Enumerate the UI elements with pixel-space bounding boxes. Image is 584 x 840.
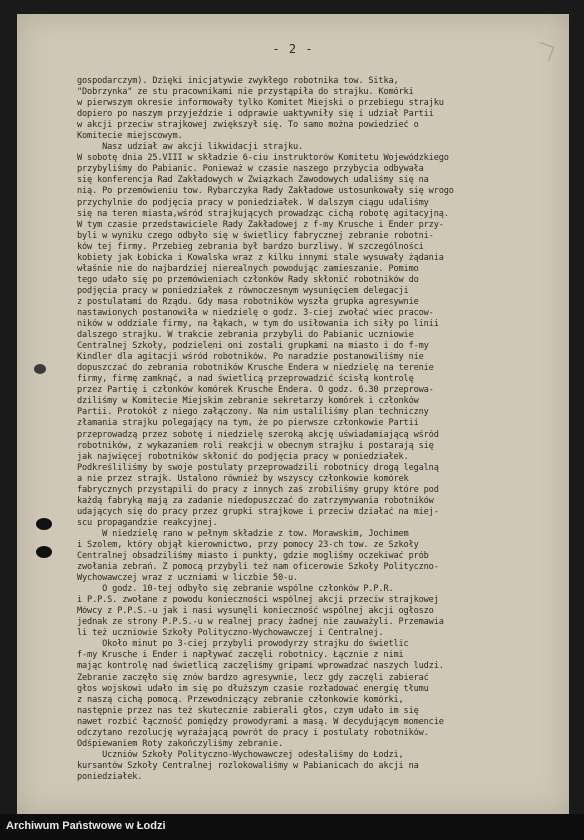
text-line: Uczniów Szkoły Polityczno-Wychowawczej odesłaliśmy do Łodzi, [77, 749, 404, 760]
page-number: - 2 - [272, 42, 314, 56]
text-line: fabrycznych przystąpili do pracy z innych zaś zrobiliśmy grupy które pod [77, 484, 439, 495]
text-line: w akcji przeciw strajkowej zwiększył się. To samo można powiedzieć o [77, 120, 419, 131]
text-line: udających się do pracy przez grupki strajkowe i przeciw działać na miej- [77, 506, 439, 517]
text-line: się na teren miasta,wśród strajkujących prowadząc cichą robotę agitacyjną. [77, 208, 449, 219]
text-line: w pierwszym okresie informowały tylko Komitet Miejski o przebiegu strajku [77, 98, 444, 109]
text-line: właśnie nie do najbardziej nierealnych powodując zamieszanie. Pomimo [77, 263, 419, 274]
text-line: nastawionych postanowiła w niedzielę o godz. 3-ciej zwołać wiec pracow- [77, 307, 434, 318]
text-line: dopuszczać do zebrania robotników Krusche Endera w niedzielę na terenie [77, 363, 434, 374]
text-line: robotników, z wykazaniem roli reakcji w obecnym strajku i postarają się [77, 440, 434, 451]
text-line: Mówcy z P.P.S.-u jak i nasi wysunęli konieczność wspólnej akcji ogłoszo [77, 606, 434, 617]
text-line: Kindler dla agitacji wśród robotników. Po naradzie postanowiliśmy nie [77, 352, 424, 363]
text-line: i Szolem, który objął kierownictwo, przy pomocy 23-ch tow. ze Szkoły [77, 539, 419, 550]
text-line: nią. Po przemówieniu tow. Rybarczyka Rady Zakładowe ustosunkowały się wrogo [77, 186, 454, 197]
punch-hole-top [36, 518, 52, 530]
text-line: "Dobrzynka" ze stu pracownikami nie przystąpiła do strajku. Komórki [77, 87, 414, 98]
text-line: W niedzielę rano w pełnym składzie z tow. Morawskim, Jochimem [77, 528, 409, 539]
text-line: dalszego strajku. W trakcie zebrania przybyli do Pabianic uczniowie [77, 330, 414, 341]
text-line: a nie przez strajk. Ustalono również by wszyscy członkowie komórek [77, 473, 409, 484]
text-line: przybyliśmy do Pabianic. Ponieważ w czasie naszego przybycia odbywała [77, 164, 424, 175]
text-line: Partii. Protokół z niego załączony. Na nim ustaliliśmy plan techniczny [77, 407, 429, 418]
text-line: się konferencja Rad Zakładowych w Związkach Zawodowych udaliśmy się na [77, 175, 429, 186]
text-line: Około minut po 3-ciej przybyli prowodyrzy strajku do świetlic [77, 639, 409, 650]
text-line: odczytano rezolucję wyrażającą powrót do pracy i postulaty robotników. [77, 727, 429, 738]
text-line: f-my Krusche i Ender i napływać zaczęli robotnicy. Łącznie z nimi [77, 650, 404, 661]
typed-text-body [77, 76, 569, 783]
text-line: zwołania zebrań. Z pomocą przybyli też nam oficerowie Szkoły Polityczno- [77, 562, 439, 573]
text-line: nawet rozbić łączność pomiędzy prowodyrami a masą. W decydującym momencie [77, 716, 444, 727]
text-line: poniedziałek. [77, 771, 143, 782]
text-line: przeprowadzą przez sobotę i niedzielę szeroką akcję uświadamiającą wśród [77, 429, 439, 440]
text-line: i P.P.S. zwołane z powodu konieczności wspólnej akcji przeciw strajkowej [77, 595, 439, 606]
text-line: dziliśmy w Komitecie Miejskim zebranie sekretarzy komórek i członków [77, 396, 419, 407]
text-line: złamania strajku polegający na tym, że po pierwsze członkowie Partii [77, 418, 419, 429]
text-line: gospodarczym). Dzięki inicjatywie zwykłego robotnika tow. Sitka, [77, 76, 399, 86]
text-line: mając kontrolę nad świetlicą zaczęliśmy gripami wprowadzać naszych ludzi. [77, 661, 444, 672]
text-line: Odśpiewaniem Roty zakończyliśmy zebranie. [77, 738, 283, 749]
text-line: głos wojskowi udało im się po dłuższym czasie rozładować energię tłumu [77, 683, 429, 694]
text-line: tego udało się po przemówieniach członków Rady skłonić robotników do [77, 274, 419, 285]
text-line: byli w wyniku czego odbyło się w świetlicy fabrycznej zebranie robotni- [77, 230, 434, 241]
text-line: li też uczniowie Szkoły Polityczno-Wychowawczej i Centralnej. [77, 628, 384, 639]
text-line: W sobotę dnia 25.VIII w składzie 6-ciu instruktorów Komitetu Wojewódzkiego [77, 153, 449, 164]
text-line: kursantów Szkoły Centralnej rozlokowaliśmy w Pabianicach do akcji na [77, 760, 419, 771]
punch-hole-upper [34, 364, 46, 374]
text-line: z postulatami do Rządu. Gdy masa robotników wyszła grupka agresywnie [77, 296, 419, 307]
archive-label: Archiwum Państwowe w Łodzi [6, 820, 166, 832]
text-line: ników w oddziale firmy, na łąkach, w tym do usiłowania ich siły po linii [77, 319, 439, 330]
text-line: przychylnie do podjęcia pracy w poniedziałek. W dalszym ciągu udaliśmy [77, 197, 429, 208]
text-line: Centralnej Szkoły, podzieleni oni zostali grupkami na miasto i do f-my [77, 341, 429, 352]
text-line: przez Partię i członków komórek Krusche Endera. O godz. 6.30 przeprowa- [77, 385, 434, 396]
text-line: Podkreśliliśmy by swoje postulaty przeprowadzili robotnicy drogą legalną [77, 462, 439, 473]
text-line: O godz. 10-tej odbyło się zebranie wspólne członków P.P.R. [77, 584, 394, 595]
document-page [17, 14, 569, 814]
text-line: kobiety jak Łobicka i Kowalska wraz z kilku innymi stale wysuwały żądania [77, 252, 444, 263]
text-line: podjęcia pracy w poniedziałek z równoczesnym wysunięciem delegacji [77, 285, 409, 296]
text-line: Komitecie miejscowym. [77, 131, 183, 142]
archive-footer [0, 814, 584, 840]
text-line: firmy, firmę zamknąć, a nad świetlicą przeprowadzić ścisłą kontrolę [77, 374, 414, 385]
text-line: scu propagandzie reakcyjnej. [77, 517, 218, 528]
text-line: Wychowawczej wraz z uczniami w liczbie 50-u. [77, 573, 299, 584]
text-line: Nasz udział aw akcji likwidacji strajku. [77, 142, 304, 153]
text-line: Centralnej obsadziliśmy miasto i punkty, gdzie mogliśmy oczekiwać prób [77, 551, 429, 562]
text-line: W tym czasie przedstawiciele Rady Zakładowej z f-my Krusche i Ender przy- [77, 219, 444, 230]
text-line: następnie przez nas też skutecznie zabierali głos, czym udało im się [77, 705, 419, 716]
text-line: z naszą cichą pomocą. Przewodniczący zebranie członkowie komórki, [77, 694, 404, 705]
punch-hole-bottom [36, 546, 52, 558]
text-line: Zebranie zaczęło się znów bardzo agresywnie, lecz gdy zaczęli zabierać [77, 672, 429, 683]
text-line: jednak ze strony P.P.S.-u w realnej pracy żadnej nie zauważyli. Przemawia [77, 617, 444, 628]
text-line: ków tej firmy. Przebieg zebrania był bardzo burzliwy. W szczególności [77, 241, 424, 252]
text-line: jak najwięcej robotników skłonić do podjęcia pracy w poniedziałek. [77, 451, 409, 462]
text-line: dopiero po naszym przyjeździe i odprawie uaktywniły się i udział Partii [77, 109, 434, 120]
text-line: każdą fabryką mają za zadanie niedopuszczać do zatrzymywania robotników [77, 495, 434, 506]
